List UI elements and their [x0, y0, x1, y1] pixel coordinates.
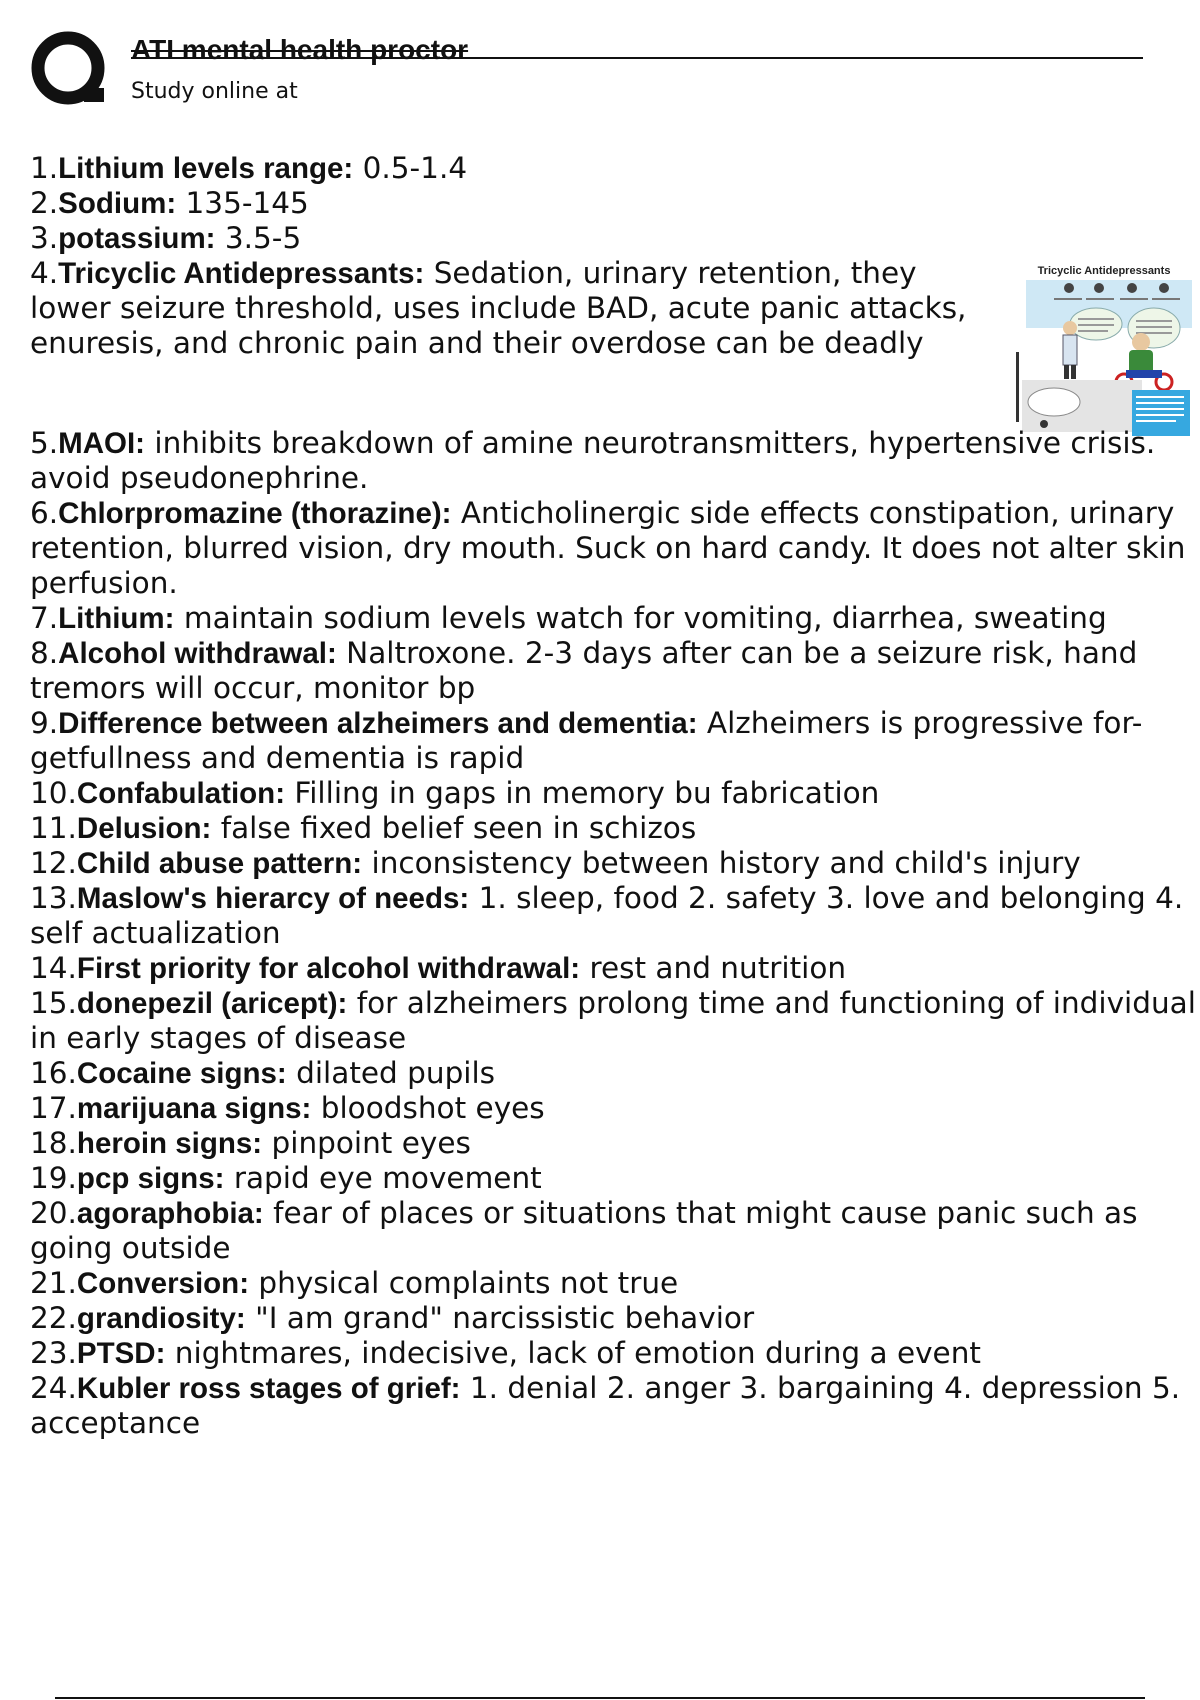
item-definition: physical complaints not true	[249, 1266, 679, 1300]
item-term: Lithium:	[58, 602, 175, 635]
item-term: Kubler ross stages of grief:	[76, 1372, 461, 1405]
item-term: Tricyclic Antidepressants:	[58, 257, 425, 290]
footer-divider	[55, 1697, 1145, 1699]
list-item	[30, 846, 1200, 881]
item-definition: rapid eye movement	[224, 1161, 542, 1195]
item-term: Conversion:	[76, 1267, 250, 1300]
list-item	[30, 1266, 1200, 1301]
item-term: Chlorpromazine (thorazine):	[58, 497, 452, 530]
item-definition: Sedation, urinary retention, they lower seizure threshold, uses include BAD, acute panic attacks, enuresis, and chronic pain and their overdose can be deadly	[30, 256, 967, 360]
item-term: Alcohol withdrawal:	[58, 637, 337, 670]
list-item	[30, 221, 1200, 256]
list-item	[30, 881, 1200, 951]
item-term: Sodium:	[58, 187, 177, 220]
item-definition: pinpoint eyes	[262, 1126, 471, 1160]
flashcard-list	[30, 151, 1200, 1441]
item-number: 17.	[30, 1091, 77, 1125]
item-number: 4.	[30, 256, 59, 290]
item-definition: 1. denial 2. anger 3. bargaining 4. depression 5. acceptance	[30, 1371, 1181, 1440]
item-number: 8.	[30, 636, 59, 670]
list-item	[30, 1091, 1200, 1126]
item-definition: inhibits breakdown of amine neurotransmitters, hypertensive crisis. avoid pseudonephrine.	[30, 426, 1156, 495]
list-item	[30, 601, 1200, 636]
item-number: 16.	[30, 1056, 77, 1090]
item-definition: Alzheimers is progressive for- getfullness and dementia is rapid	[30, 706, 1143, 775]
item-definition: maintain sodium levels watch for vomiting, diarrhea, sweating	[174, 601, 1107, 635]
item-number: 13.	[30, 881, 77, 915]
list-item	[30, 706, 1200, 776]
item-number: 3.	[30, 221, 59, 255]
item-term: potassium:	[58, 222, 216, 255]
item-definition: 3.5-5	[215, 221, 302, 255]
item-definition: dilated pupils	[286, 1056, 496, 1090]
item-term: pcp signs:	[76, 1162, 225, 1195]
quizlet-logo-icon	[30, 30, 110, 110]
item-definition: nightmares, indecisive, lack of emotion during a event	[165, 1336, 981, 1370]
item-term: Child abuse pattern:	[76, 847, 363, 880]
figure-caption: Tricyclic Antidepressants	[1037, 265, 1171, 277]
item-number: 20.	[30, 1196, 77, 1230]
title-divider	[131, 57, 1143, 59]
item-number: 18.	[30, 1126, 77, 1160]
item-number: 5.	[30, 426, 59, 460]
item-definition: 135-145	[176, 186, 309, 220]
list-item	[30, 256, 1000, 426]
item-term: Lithium levels range:	[58, 152, 354, 185]
item-definition: rest and nutrition	[580, 951, 847, 985]
item-number: 6.	[30, 496, 59, 530]
list-item	[30, 1196, 1200, 1266]
list-item	[30, 1301, 1200, 1336]
item-definition: Anticholinergic side effects constipation, urinary retention, blurred vision, dry mouth. Suck on hard candy. It does not alter skin perfusion.	[30, 496, 1186, 600]
list-item	[30, 496, 1200, 601]
item-definition: "I am grand" narcissistic behavior	[245, 1301, 755, 1335]
item-term: MAOI:	[58, 427, 145, 460]
item-definition: Filling in gaps in memory bu fabrication	[285, 776, 880, 810]
list-item	[30, 186, 1200, 221]
item-number: 9.	[30, 706, 59, 740]
item-term: PTSD:	[76, 1337, 166, 1370]
item-number: 15.	[30, 986, 77, 1020]
item-number: 19.	[30, 1161, 77, 1195]
item-definition: false fixed belief seen in schizos	[211, 811, 697, 845]
list-item	[30, 1161, 1200, 1196]
item-term: First priority for alcohol withdrawal:	[76, 952, 581, 985]
item-term: donepezil (aricept):	[76, 987, 348, 1020]
item-number: 11.	[30, 811, 77, 845]
item-number: 14.	[30, 951, 77, 985]
item-number: 2.	[30, 186, 59, 220]
list-item	[30, 951, 1200, 986]
list-item	[30, 776, 1200, 811]
item-number: 1.	[30, 151, 59, 185]
item-number: 21.	[30, 1266, 77, 1300]
item-term: marijuana signs:	[76, 1092, 312, 1125]
list-item	[30, 151, 1200, 186]
list-item	[30, 811, 1200, 846]
list-item	[30, 426, 1200, 496]
list-item	[30, 636, 1200, 706]
list-item	[30, 986, 1200, 1056]
item-definition: Naltroxone. 2-3 days after can be a seizure risk, hand tremors will occur, monitor bp	[30, 636, 1138, 705]
item-number: 24.	[30, 1371, 77, 1405]
item-term: Difference between alzheimers and dementia:	[58, 707, 698, 740]
item-definition: 1. sleep, food 2. safety 3. love and belonging 4. self actualization	[30, 881, 1184, 950]
list-item	[30, 1336, 1200, 1371]
item-definition: fear of places or situations that might cause panic such as going outside	[30, 1196, 1138, 1265]
list-item	[30, 1126, 1200, 1161]
item-definition: inconsistency between history and child's injury	[362, 846, 1081, 880]
item-definition: bloodshot eyes	[311, 1091, 545, 1125]
item-term: Maslow's hierarcy of needs:	[76, 882, 470, 915]
item-term: agoraphobia:	[76, 1197, 264, 1230]
item-number: 12.	[30, 846, 77, 880]
item-term: Confabulation:	[76, 777, 286, 810]
list-item	[30, 1371, 1200, 1441]
item-number: 10.	[30, 776, 77, 810]
item-term: heroin signs:	[76, 1127, 263, 1160]
item-number: 23.	[30, 1336, 77, 1370]
study-online-subtitle: Study online at	[131, 79, 298, 104]
item-term: grandiosity:	[76, 1302, 246, 1335]
item-definition: for alzheimers prolong time and functioning of individual in early stages of disease	[30, 986, 1196, 1055]
document-title: ATI mental health proctor	[131, 34, 469, 65]
list-item	[30, 1056, 1200, 1091]
item-term: Delusion:	[76, 812, 212, 845]
item-number: 7.	[30, 601, 59, 635]
item-term: Cocaine signs:	[76, 1057, 287, 1090]
item-number: 22.	[30, 1301, 77, 1335]
item-definition: 0.5-1.4	[353, 151, 468, 185]
